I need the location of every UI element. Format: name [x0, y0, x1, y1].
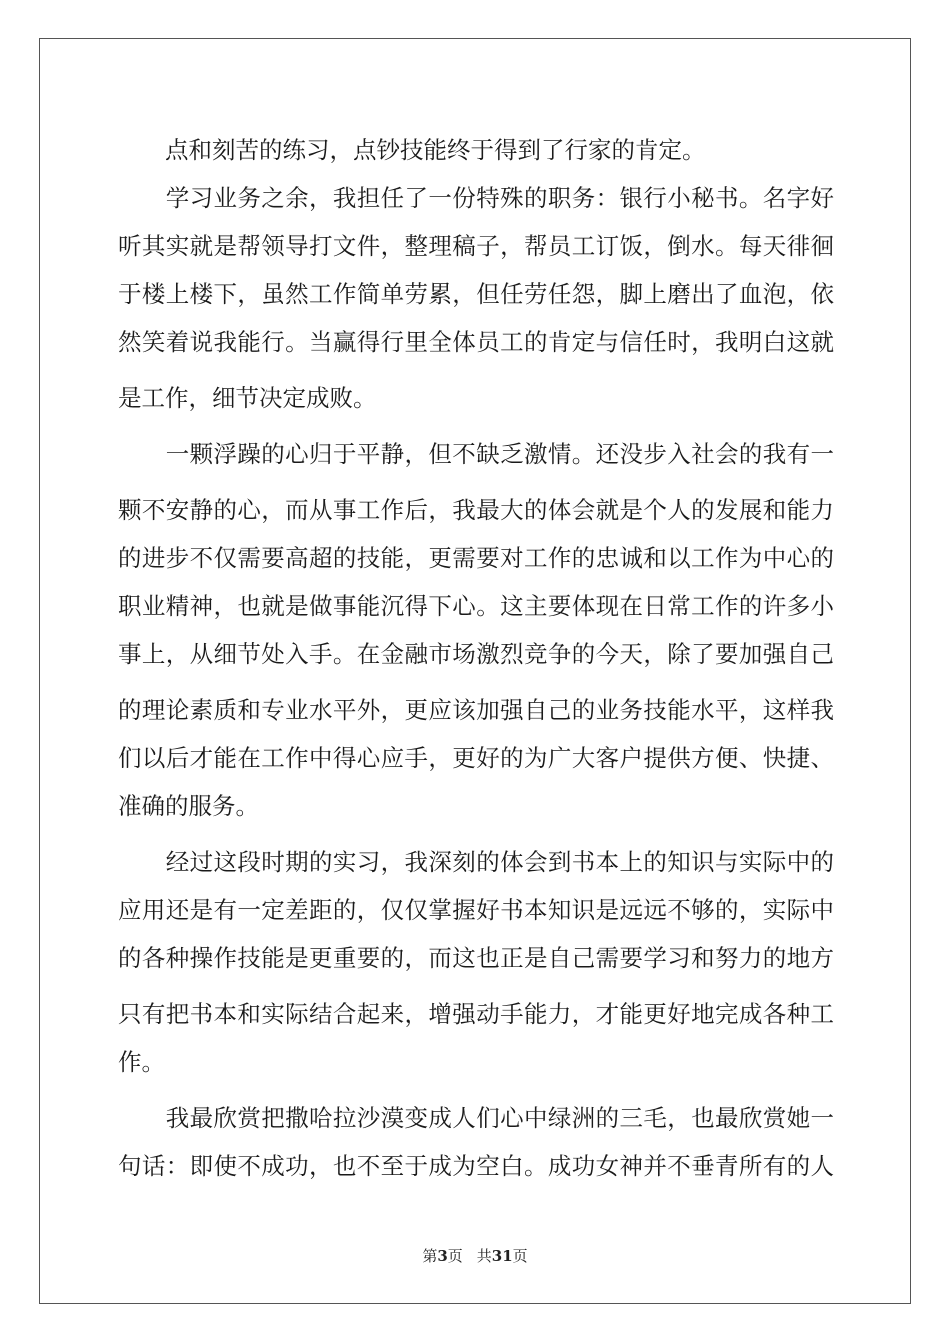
- text-line: 听其实就是帮领导打文件，整理稿子，帮员工订饭，倒水。每天徘徊: [118, 232, 834, 260]
- text-line: 应用还是有一定差距的，仅仅掌握好书本知识是远远不够的，实际中: [118, 896, 834, 924]
- text-line: 句话：即使不成功，也不至于成为空白。成功女神并不垂青所有的人: [118, 1152, 834, 1180]
- text-line: 们以后才能在工作中得心应手，更好的为广大客户提供方便、快捷、: [118, 744, 834, 772]
- text-line: 作。: [118, 1048, 165, 1076]
- text-line: 只有把书本和实际结合起来，增强动手能力，才能更好地完成各种工: [118, 1000, 834, 1028]
- text-line: 的各种操作技能是更重要的，而这也正是自己需要学习和努力的地方: [118, 944, 834, 972]
- text-line: 于楼上楼下，虽然工作简单劳累，但任劳任怨，脚上磨出了血泡，依: [118, 280, 834, 308]
- text-line: 经过这段时期的实习，我深刻的体会到书本上的知识与实际中的: [118, 848, 834, 876]
- text-line: 然笑着说我能行。当赢得行里全体员工的肯定与信任时，我明白这就: [118, 328, 834, 356]
- text-line: 职业精神，也就是做事能沉得下心。这主要体现在日常工作的许多小: [118, 592, 834, 620]
- text-line: 的进步不仅需要高超的技能，更需要对工作的忠诚和以工作为中心的: [118, 544, 834, 572]
- total-pages: 31: [491, 1247, 513, 1265]
- text-line: 是工作，细节决定成败。: [118, 384, 377, 412]
- total-suffix: 页: [512, 1247, 528, 1265]
- text-line: 准确的服务。: [118, 792, 259, 820]
- text-line: 颗不安静的心，而从事工作后，我最大的体会就是个人的发展和能力: [118, 496, 834, 524]
- text-line: 我最欣赏把撒哈拉沙漠变成人们心中绿洲的三毛，也最欣赏她一: [118, 1104, 834, 1132]
- page-number: 3: [437, 1247, 448, 1265]
- text-line: 点和刻苦的练习，点钞技能终于得到了行家的肯定。: [118, 136, 706, 164]
- page-prefix: 第: [422, 1247, 438, 1265]
- page-footer: [0, 1246, 950, 1266]
- text-line: 学习业务之余，我担任了一份特殊的职务：银行小秘书。名字好: [118, 184, 834, 212]
- total-prefix: 共: [476, 1247, 492, 1265]
- text-line: 事上，从细节处入手。在金融市场激烈竞争的今天，除了要加强自己: [118, 640, 834, 668]
- text-line: 一颗浮躁的心归于平静，但不缺乏激情。还没步入社会的我有一: [118, 440, 834, 468]
- text-line: 的理论素质和专业水平外，更应该加强自己的业务技能水平，这样我: [118, 696, 834, 724]
- page-suffix: 页: [447, 1247, 463, 1265]
